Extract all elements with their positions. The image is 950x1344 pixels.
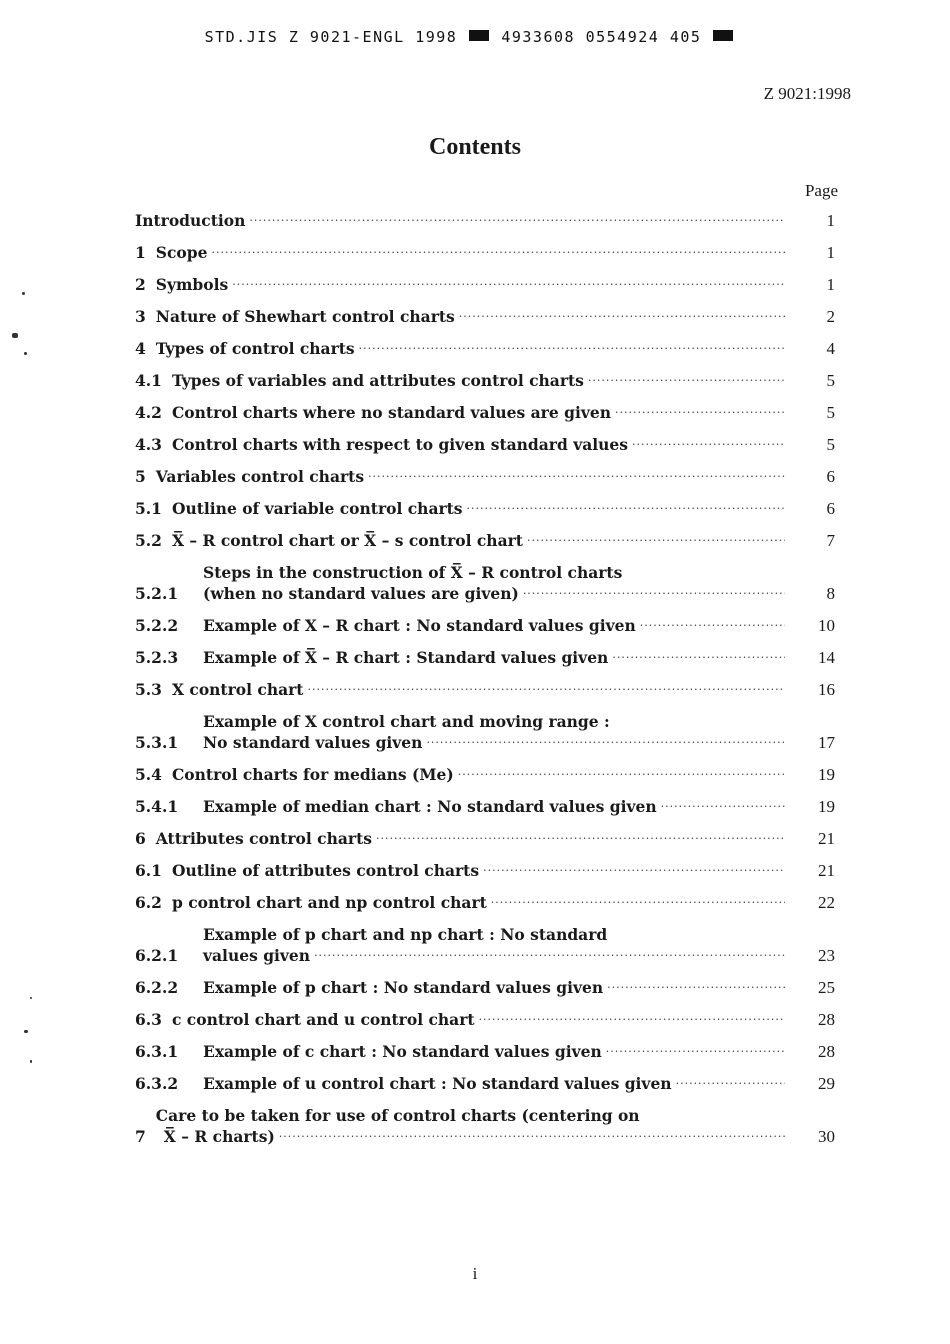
toc-entry-page: 17 <box>818 733 835 752</box>
dot-leader <box>359 338 785 359</box>
toc-entry[interactable] <box>135 210 835 231</box>
toc-entry[interactable] <box>135 892 835 913</box>
toc-entry[interactable] <box>135 860 835 881</box>
toc-entry-number: 5.2 <box>135 531 162 550</box>
toc-entry[interactable] <box>135 1073 835 1094</box>
toc-entry-title: (when no standard values are given) <box>203 584 519 603</box>
toc-entry-page: 14 <box>818 648 835 667</box>
toc-entry-page: 23 <box>818 946 835 965</box>
scan-speck <box>22 292 25 295</box>
toc-entry-title: X̅ – R control chart or X̅ – s control chart <box>171 531 523 550</box>
toc-entry[interactable] <box>135 796 835 817</box>
toc-entry-title-line: Care to be taken for use of control charts (centering on <box>155 1106 640 1125</box>
toc-entry-title: Nature of Shewhart control charts <box>155 307 455 326</box>
dot-leader <box>467 498 785 519</box>
toc-entry-page: 10 <box>818 616 835 635</box>
toc-entry-page: 25 <box>818 978 835 997</box>
toc-entry-page: 6 <box>826 499 835 518</box>
scan-speck <box>24 1030 28 1033</box>
toc-entry-number: 5.2.1 <box>135 584 179 603</box>
dot-leader <box>479 1009 785 1030</box>
dot-leader <box>458 764 785 785</box>
toc-entry-page: 21 <box>818 829 835 848</box>
scan-speck <box>24 352 27 355</box>
dot-leader <box>307 679 785 700</box>
table-of-contents <box>135 210 835 1158</box>
dot-leader <box>211 242 785 263</box>
toc-entry[interactable] <box>135 647 835 668</box>
toc-entry-number: 4 <box>135 339 146 358</box>
toc-entry-title: Control charts for medians (Me) <box>171 765 454 784</box>
toc-entry-page: 5 <box>826 371 835 390</box>
toc-entry-number: 3 <box>135 307 146 326</box>
toc-entry-title: c control chart and u control chart <box>171 1010 475 1029</box>
toc-entry-page: 1 <box>826 275 835 294</box>
toc-entry-number: 5.3.1 <box>135 733 179 752</box>
dot-leader <box>376 828 785 849</box>
header-block-mark <box>713 30 733 41</box>
toc-entry-title: Example of X – R chart : No standard values given <box>203 616 636 635</box>
toc-entry-number: 6.2.2 <box>135 978 179 997</box>
toc-entry[interactable] <box>135 242 835 263</box>
toc-entry-page: 5 <box>826 403 835 422</box>
toc-entry-page: 28 <box>818 1010 835 1029</box>
toc-entry-number: 2 <box>135 275 146 294</box>
toc-entry-page: 30 <box>818 1127 835 1146</box>
dot-leader <box>459 306 785 327</box>
dot-leader <box>232 274 785 295</box>
toc-entry[interactable] <box>135 274 835 295</box>
toc-entry-title: Example of c chart : No standard values given <box>203 1042 602 1061</box>
dot-leader <box>607 977 785 998</box>
toc-entry[interactable] <box>135 498 835 519</box>
toc-entry-title: Symbols <box>155 275 229 294</box>
toc-entry-title: No standard values given <box>203 733 423 752</box>
toc-entry[interactable] <box>135 764 835 785</box>
toc-entry[interactable] <box>135 434 835 455</box>
toc-entry-title-line: Example of p chart and np chart : No standard <box>203 925 608 944</box>
toc-entry-title: Example of p chart : No standard values given <box>203 978 604 997</box>
page-number-footer: i <box>472 1264 478 1283</box>
dot-leader <box>314 945 785 966</box>
toc-entry[interactable] <box>135 679 835 700</box>
toc-entry[interactable] <box>135 306 835 327</box>
toc-entry-page: 8 <box>826 584 835 603</box>
dot-leader <box>279 1126 785 1147</box>
toc-entry-title: values given <box>203 946 311 965</box>
toc-entry-title-line: Example of X control chart and moving range : <box>203 712 610 731</box>
dot-leader <box>523 583 785 604</box>
toc-entry-page: 28 <box>818 1042 835 1061</box>
toc-entry-page: 19 <box>818 797 835 816</box>
toc-entry[interactable] <box>135 338 835 359</box>
toc-entry-number: 5.4.1 <box>135 797 179 816</box>
header-block-mark <box>469 30 489 41</box>
toc-entry-page: 29 <box>818 1074 835 1093</box>
dot-leader <box>249 210 785 231</box>
toc-entry-page: 5 <box>826 435 835 454</box>
toc-entry-title: X control chart <box>171 680 304 699</box>
toc-entry-number: 5 <box>135 467 146 486</box>
toc-entry-number: 5.1 <box>135 499 162 518</box>
dot-leader <box>426 732 785 753</box>
toc-entry-title: Example of X̅ – R chart : Standard values given <box>203 648 609 667</box>
dot-leader <box>676 1073 785 1094</box>
toc-entry-page: 4 <box>826 339 835 358</box>
page-title: Contents <box>428 134 521 160</box>
toc-entry-page: 22 <box>818 893 835 912</box>
toc-entry-number: 6 <box>135 829 146 848</box>
dot-leader <box>640 615 785 636</box>
toc-entry-page: 19 <box>818 765 835 784</box>
toc-entry-page: 1 <box>826 211 835 230</box>
toc-entry-title: Types of control charts <box>155 339 355 358</box>
dot-leader <box>483 860 785 881</box>
toc-entry-number: 6.2 <box>135 893 162 912</box>
toc-entry-page: 16 <box>818 680 835 699</box>
toc-entry-number: 7 <box>135 1127 146 1146</box>
toc-entry[interactable] <box>135 977 835 998</box>
toc-entry-number: 6.1 <box>135 861 162 880</box>
toc-entry-title-line: Steps in the construction of X̅ – R control charts <box>203 563 623 582</box>
toc-entry-number: 4.3 <box>135 435 162 454</box>
toc-entry-title: Variables control charts <box>155 467 365 486</box>
header-code-part1: STD.JIS Z 9021-ENGL 1998 <box>204 28 458 46</box>
toc-entry-title: Types of variables and attributes control charts <box>171 371 584 390</box>
page-column-label: Page <box>804 181 838 200</box>
toc-entry-number: 6.3 <box>135 1010 162 1029</box>
scan-speck <box>30 1060 32 1063</box>
toc-entry[interactable] <box>135 370 835 391</box>
toc-entry-number: 6.3.1 <box>135 1042 179 1061</box>
scan-speck <box>30 997 32 999</box>
toc-entry-number: 4.2 <box>135 403 162 422</box>
toc-entry-title: Outline of attributes control charts <box>171 861 480 880</box>
toc-entry-title: Control charts where no standard values are given <box>171 403 611 422</box>
toc-entry[interactable] <box>135 711 835 753</box>
toc-entry-title: Example of median chart : No standard values given <box>203 797 657 816</box>
toc-entry-number: 6.2.1 <box>135 946 179 965</box>
toc-entry[interactable] <box>135 530 835 551</box>
standard-number: Z 9021:1998 <box>763 84 851 103</box>
toc-entry-title: Example of u control chart : No standard values given <box>203 1074 672 1093</box>
dot-leader <box>615 402 785 423</box>
dot-leader <box>632 434 785 455</box>
toc-entry[interactable] <box>135 562 835 604</box>
dot-leader <box>612 647 785 668</box>
toc-entry-title: Introduction <box>135 211 246 230</box>
toc-entry-number: 5.4 <box>135 765 162 784</box>
toc-entry-page: 1 <box>826 243 835 262</box>
toc-entry[interactable] <box>135 1041 835 1062</box>
toc-entry-number: 4.1 <box>135 371 162 390</box>
toc-entry-title: X̅ – R charts) <box>163 1127 275 1146</box>
toc-entry[interactable] <box>135 402 835 423</box>
dot-leader <box>491 892 785 913</box>
header-code-part2: 4933608 0554924 405 <box>501 28 702 46</box>
toc-entry[interactable] <box>135 1009 835 1030</box>
toc-entry-page: 2 <box>826 307 835 326</box>
toc-entry-title: p control chart and np control chart <box>171 893 487 912</box>
document-header-code <box>0 28 950 46</box>
toc-entry[interactable] <box>135 615 835 636</box>
scan-speck <box>12 333 18 338</box>
toc-entry-number: 5.2.2 <box>135 616 179 635</box>
toc-entry-number: 6.3.2 <box>135 1074 179 1093</box>
toc-entry-page: 7 <box>826 531 835 550</box>
dot-leader <box>606 1041 785 1062</box>
dot-leader <box>527 530 785 551</box>
toc-entry[interactable] <box>135 466 835 487</box>
toc-entry[interactable] <box>135 1105 835 1147</box>
toc-entry[interactable] <box>135 828 835 849</box>
toc-entry-number: 5.3 <box>135 680 162 699</box>
toc-entry-title: Scope <box>155 243 208 262</box>
toc-entry-title: Attributes control charts <box>155 829 372 848</box>
toc-entry-title: Control charts with respect to given standard values <box>171 435 628 454</box>
toc-entry-page: 6 <box>826 467 835 486</box>
dot-leader <box>661 796 785 817</box>
dot-leader <box>588 370 785 391</box>
toc-entry-number: 1 <box>135 243 146 262</box>
toc-entry[interactable] <box>135 924 835 966</box>
toc-entry-page: 21 <box>818 861 835 880</box>
toc-entry-number: 5.2.3 <box>135 648 179 667</box>
dot-leader <box>368 466 785 487</box>
toc-entry-title: Outline of variable control charts <box>171 499 463 518</box>
